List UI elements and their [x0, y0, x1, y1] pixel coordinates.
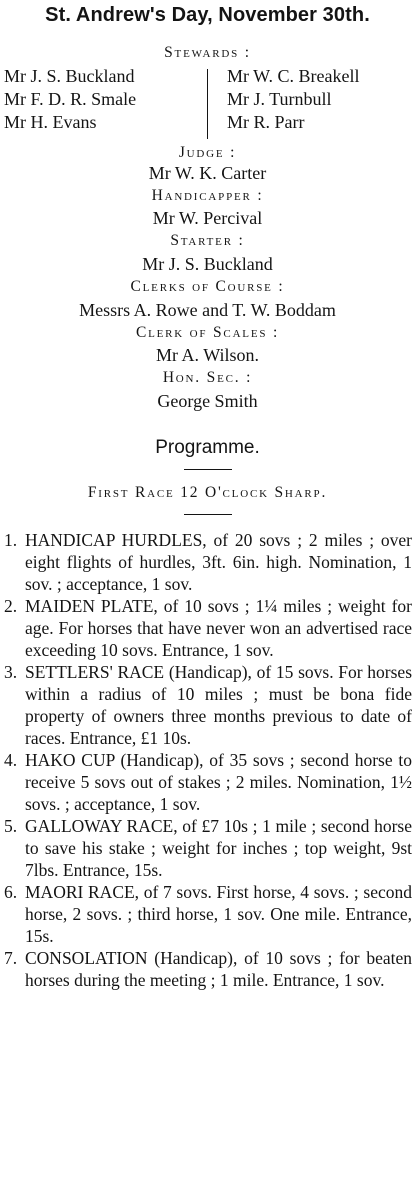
steward-name: Mr W. C. Breakell — [227, 66, 360, 86]
first-race-note: First Race 12 O'clock Sharp. — [87, 484, 328, 501]
stewards-left-column — [4, 65, 136, 134]
page-title: St. Andrew's Day, November 30th. — [45, 4, 370, 26]
race-number: 7. — [4, 948, 18, 968]
clerk-of-scales-heading: Clerk of Scales : — [135, 324, 280, 341]
handicapper-name: Mr W. Percival — [152, 208, 263, 228]
stewards-heading: Stewards : — [164, 44, 251, 61]
programme-title: Programme. — [155, 437, 260, 458]
race-description: MAORI RACE, of 7 sovs. First horse, 4 sovs. ; second horse, 2 sovs. ; third horse, 1 sov. One mile. Entrance, 15s. — [25, 882, 412, 946]
column-divider — [207, 69, 208, 139]
starter-name: Mr J. S. Buckland — [142, 254, 273, 274]
starter-heading: Starter : — [170, 232, 245, 249]
clerk-of-scales-name: Mr A. Wilson. — [156, 345, 259, 365]
race-item — [0, 815, 415, 881]
handicapper-heading: Handicapper : — [151, 187, 264, 204]
race-number: 1. — [4, 530, 18, 550]
race-item — [0, 595, 415, 661]
steward-name: Mr J. Turnbull — [227, 89, 332, 109]
clerks-of-course-names: Messrs A. Rowe and T. W. Boddam — [79, 300, 336, 320]
judge-name: Mr W. K. Carter — [148, 163, 267, 183]
steward-name: Mr R. Parr — [227, 112, 305, 132]
hon-sec-name: George Smith — [157, 391, 258, 411]
race-description: SETTLERS' RACE (Handicap), of 15 sovs. For horses within a radius of 10 miles ; must be bona fide property of owners three months previous to date of races. Entrance, £1 10s. — [25, 662, 412, 748]
race-item — [0, 529, 415, 595]
race-number: 2. — [4, 596, 18, 616]
divider-rule — [184, 514, 232, 515]
clerks-of-course-heading: Clerks of Course : — [130, 278, 285, 295]
race-programme-list — [0, 529, 415, 991]
judge-heading: Judge : — [178, 144, 237, 161]
race-description: HANDICAP HURDLES, of 20 sovs ; 2 miles ; over eight flights of hurdles, 3ft. 6in. high. Nomination, 1 sov. ; acceptance, 1 sov. — [25, 530, 412, 594]
race-number: 5. — [4, 816, 18, 836]
race-item — [0, 661, 415, 749]
race-description: GALLOWAY RACE, of £7 10s ; 1 mile ; second horse to save his stake ; weight for inches ; top weight, 9st 7lbs. Entrance, 15s. — [25, 816, 412, 880]
race-item — [0, 947, 415, 991]
race-item — [0, 749, 415, 815]
divider-rule — [184, 469, 232, 470]
race-description: CONSOLATION (Handicap), of 10 sovs ; for beaten horses during the meeting ; 1 mile. Entrance, 1 sov. — [25, 948, 412, 990]
hon-sec-heading: Hon. Sec. : — [162, 369, 253, 386]
race-description: MAIDEN PLATE, of 10 sovs ; 1¼ miles ; weight for age. For horses that have never won an advertised race exceeding 10 sovs. Entrance, 1 sov. — [25, 596, 412, 660]
race-description: HAKO CUP (Handicap), of 35 sovs ; second horse to receive 5 sovs out of stakes ; 2 miles. Nomination, 1½ sovs. ; acceptance, 1 sov. — [25, 750, 412, 814]
steward-name: Mr F. D. R. Smale — [4, 89, 137, 109]
race-item — [0, 881, 415, 947]
race-number: 4. — [4, 750, 18, 770]
race-number: 3. — [4, 662, 18, 682]
steward-name: Mr H. Evans — [4, 112, 97, 132]
race-number: 6. — [4, 882, 18, 902]
stewards-list — [0, 65, 415, 143]
stewards-right-column — [227, 65, 360, 134]
steward-name: Mr J. S. Buckland — [4, 66, 135, 86]
